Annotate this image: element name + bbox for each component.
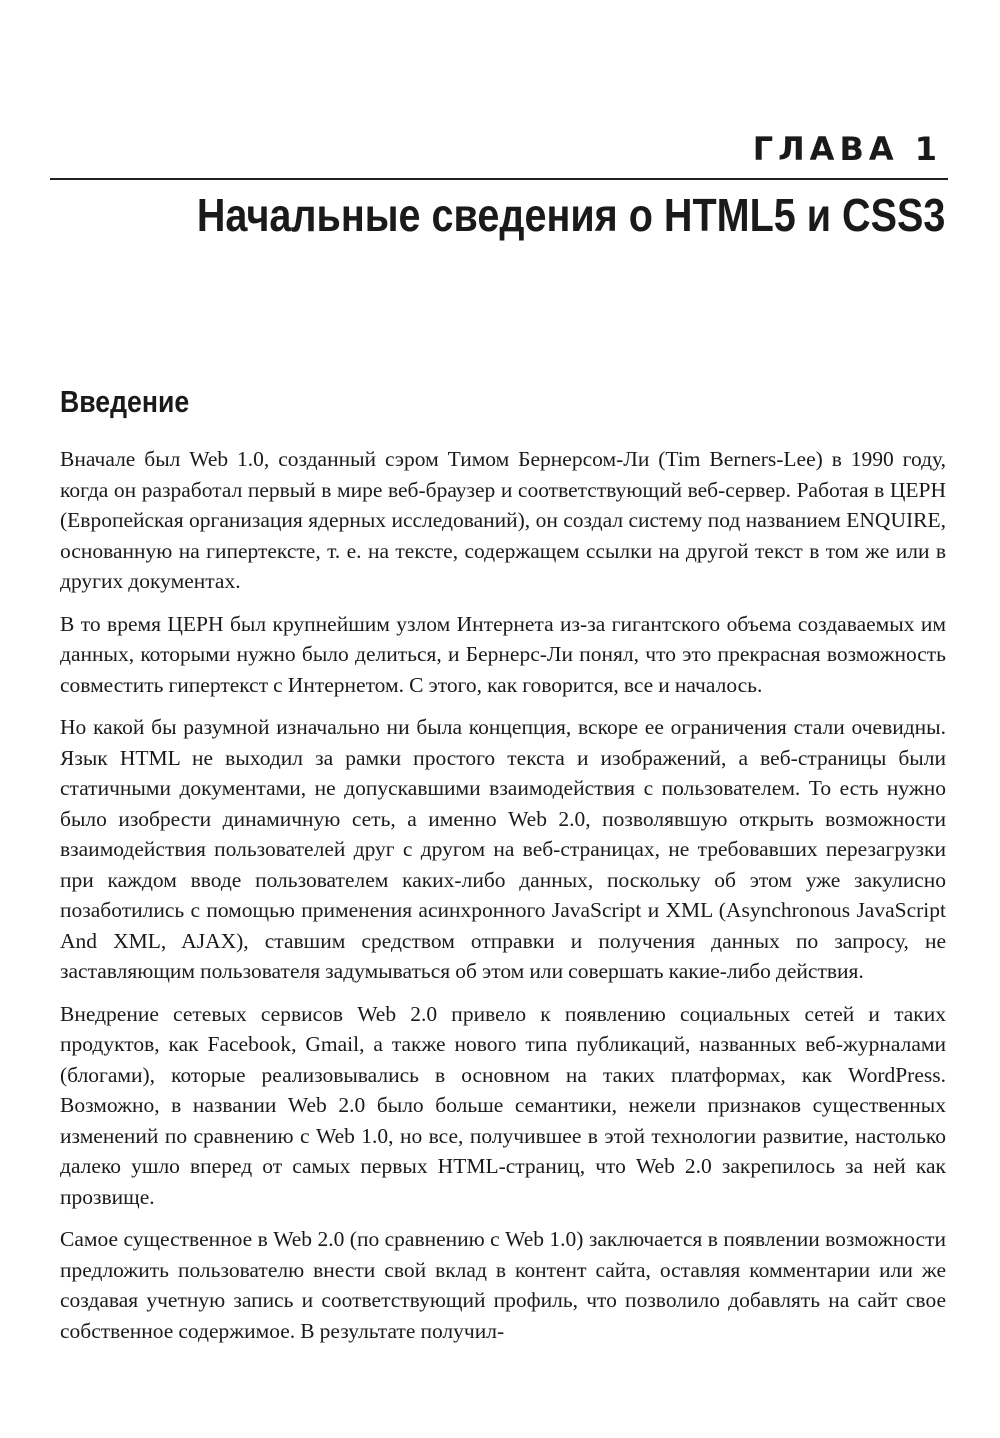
paragraph: В то время ЦЕРН был крупнейшим узлом Интернета из-за гигантского объема создаваемых им данных, которыми нужно было делиться, и Бернерс-Ли понял, что это прекрасная возможность совместить гипертекст с Интернетом. С этого, как говорится, все и началось.	[60, 611, 946, 697]
chapter-divider	[50, 178, 948, 180]
paragraph: Самое существенное в Web 2.0 (по сравнению с Web 1.0) заключается в появлении возможности предложить пользователю внести свой вклад в контент сайта, оставляя комментарии или же создавая учетную запись и соответствующий профиль, что позволило добавлять на сайт свое собственное содержимое. В результате получил-	[60, 1227, 946, 1343]
paragraph: Но какой бы разумной изначально ни была концепция, вскоре ее ограничения стали очевидны. Язык HTML не выходил за рамки простого текста и изображений, а веб-страницы были статичными документами, не допускавшими взаимодействия с пользователем. То есть нужно было изобрести динамичную сеть, а именно Web 2.0, позволявшую открыть возможности взаимодействия пользователей друг с другом на веб-страницах, не требовавших перезагрузки при каждом вводе пользователем каких-либо данных, поскольку об этом уже закулисно позаботились с помощью применения асинхронного JavaScript и XML (Asynchronous JavaScript And XML, AJAX), ставшим средством отправки и получения данных по запросу, не заставляющим пользователя задумываться об этом или совершать какие-либо действия.	[60, 715, 946, 983]
section-title: Введение	[60, 384, 190, 419]
paragraph: Внедрение сетевых сервисов Web 2.0 привело к появлению социальных сетей и таких продуктов, как Facebook, Gmail, а также нового типа публикаций, названных веб-журналами (блогами), которые реализовывались в основном на таких платформах, как WordPress. Возможно, в названии Web 2.0 было больше семантики, нежели признаков существенных изменений по сравнению с Web 1.0, но все, получившее в этой технологии развитие, настолько далеко ушло вперед от самых первых HTML-страниц, что Web 2.0 закрепилось за ней как прозвище.	[60, 1001, 946, 1209]
chapter-title: Начальные сведения о HTML5 и CSS3	[196, 189, 945, 241]
body-text	[60, 444, 946, 1358]
paragraph: Вначале был Web 1.0, созданный сэром Тимом Бернерсом-Ли (Tim Berners-Lee) в 1990 году, когда он разработал первый в мире веб-браузер и соответствующий веб-сервер. Работая в ЦЕРН (Европейская организация ядерных исследований), он создал систему под названием ENQUIRE, основанную на гипертексте, т. е. на тексте, содержащем ссылки на другой текст в том же или в других документах.	[60, 447, 946, 593]
chapter-label: ГЛАВА 1	[752, 130, 942, 168]
